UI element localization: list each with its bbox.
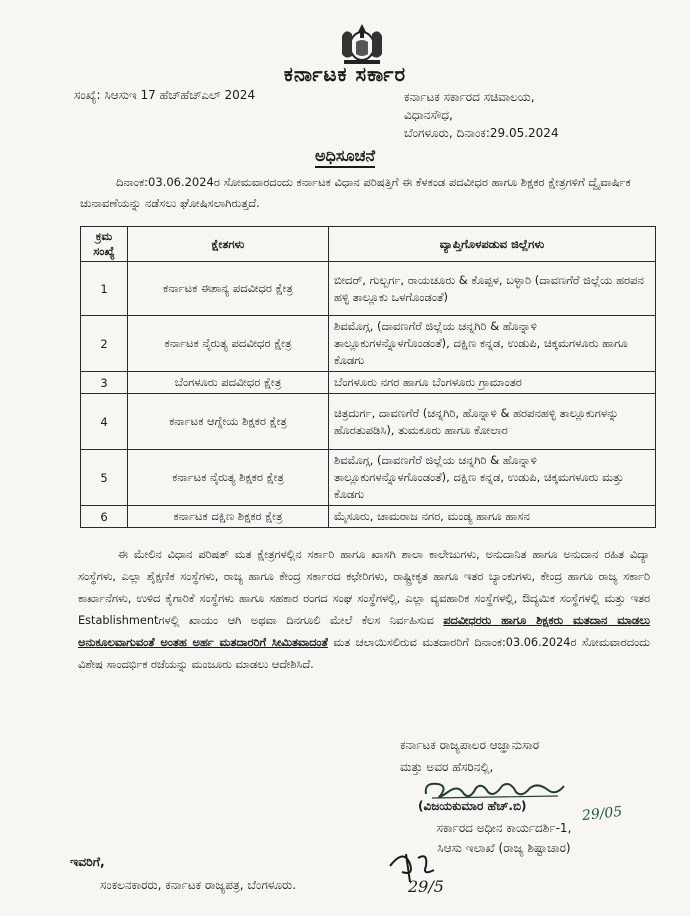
column-header-serial: ಕ್ರಮ ಸಂಖ್ಯೆ: [81, 227, 128, 262]
constituency-cell: ಕರ್ನಾಟಕ ನೈರುತ್ಯ ಶಿಕ್ಷಕರ ಕ್ಷೇತ್ರ: [128, 450, 329, 506]
constituency-cell: ಬೆಂಗಳೂರು ಪದವೀಧರ ಕ್ಷೇತ್ರ: [128, 372, 329, 394]
constituency-cell: ಕರ್ನಾಟಕ ದಕ್ಷಿಣ ಶಿಕ್ಷಕರ ಕ್ಷೇತ್ರ: [128, 506, 329, 528]
reference-number: ಸಂಖ್ಯೆ: ಸಿಆಸುಇ 17 ಹೆಚ್‌ಹೆಚ್‌ಎಲ್ 2024: [74, 88, 256, 102]
table-row: [81, 372, 656, 394]
districts-cell: ಚಿತ್ರದುರ್ಗ, ದಾವಣಗೆರೆ (ಚನ್ನಗಿರಿ, ಹೊನ್ನಾಳಿ & ಹರಪನಹಳ್ಳಿ ತಾಲ್ಲೂಕುಗಳನ್ನು ಹೊರತುಪಡಿಸಿ), ತುಮಕೂರು ಹಾಗೂ ಕೋಲಾರ: [329, 394, 656, 450]
address-line: ವಿಧಾನಸೌಧ,: [404, 108, 453, 122]
office-address: [404, 88, 559, 142]
body-emphasis-underlined: ಪದವೀಧರರು ಹಾಗೂ ಶಿಕ್ಷಕರು ಮತದಾನ ಮಾಡಲು ಅನುಕೂಲವಾಗುವಂತೆ ಅಂತಹ ಅರ್ಹ ಮತದಾರರಿಗೆ ಸೀಮಿತವಾದಂತೆ: [78, 614, 650, 649]
constituency-cell: ಕರ್ನಾಟಕ ಆಗ್ನೇಯ ಶಿಕ್ಷಕರ ಕ್ಷೇತ್ರ: [128, 394, 329, 450]
table-row: [81, 262, 656, 316]
signature-date-note: 29/05: [581, 803, 624, 825]
intro-paragraph: ದಿನಾಂಕ:03.06.2024ರ ಸೋಮವಾರದಂದು ಕರ್ನಾಟಕ ವಿಧಾನ ಪರಿಷತ್ತಿಗೆ ಈ ಕೆಳಕಂಡ ಪದವೀಧರ ಹಾಗೂ ಶಿಕ್ಷಕರ ಕ್ಷೇತ್ರಗಳಿಗೆ ದ್ವೈವಾರ್ಷಿಕ ಚುನಾವಣೆಯನ್ನು ನಡೆಸಲು ಘೋಷಿಸಲಾಗಿರುತ್ತದೆ.: [80, 175, 631, 210]
address-line: ಕರ್ನಾಟಕ ಸರ್ಕಾರದ ಸಚಿವಾಲಯ,: [404, 90, 535, 104]
table-row: [81, 450, 656, 506]
recipient-address: ಸಂಕಲನಕಾರರು, ಕರ್ನಾಟಕ ರಾಜ್ಯಪತ್ರ, ಬೆಂಗಳೂರು.: [100, 878, 297, 892]
government-title: ಕರ್ನಾಟಕ ಸರ್ಕಾರ: [283, 62, 407, 86]
handwritten-initials-icon: [380, 836, 460, 896]
table-row: [81, 394, 656, 450]
districts-cell: ಶಿವಮೊಗ್ಗ, (ದಾವಣಗೆರೆ ಜಿಲ್ಲೆಯ ಚನ್ನಗಿರಿ & ಹೊನ್ನಾಳಿ ತಾಲ್ಲೂಕುಗಳನ್ನೊಳಗೊಂಡಂತೆ), ದಕ್ಷಿಣ ಕನ್ನಡ, ಉಡುಪಿ, ಚಿಕ್ಕಮಗಳೂರು ಮತ್ತು ಕೊಡಗು: [329, 450, 656, 506]
column-header-constituency: ಕ್ಷೇತಗಳು: [128, 227, 329, 262]
serial-cell: 2: [81, 316, 128, 372]
order-line: ಕರ್ನಾಟಕ ರಾಜ್ಯಪಾಲರ ಆಜ್ಞಾನುಸಾರ: [400, 738, 540, 752]
serial-cell: 5: [81, 450, 128, 506]
districts-cell: ಮೈಸೂರು, ಚಾಮರಾಜ ನಗರ, ಮಂಡ್ಯ ಹಾಗೂ ಹಾಸನ: [329, 506, 656, 528]
table-row: [81, 506, 656, 528]
initials-date: 29/5: [408, 877, 444, 896]
signatory-name: (ವಿಜಯಕುಮಾರ ಹೆಚ್.ಬಿ): [418, 799, 527, 813]
governor-order-block: [400, 734, 539, 778]
notification-title: [0, 146, 690, 166]
designation-line: ಸಿಆಸು ಇಲಾಖೆ (ರಾಜ್ಯ ಶಿಷ್ಟಾಚಾರ): [437, 841, 571, 855]
address-date-line: ಬೆಂಗಳೂರು, ದಿನಾಂಕ:29.05.2024: [404, 126, 559, 140]
order-body-paragraph: [78, 544, 650, 676]
serial-cell: 3: [81, 372, 128, 394]
serial-cell: 6: [81, 506, 128, 528]
table-row: [81, 316, 656, 372]
column-header-districts: ವ್ಯಾಪ್ತಿಗೊಳಪಡುವ ಜಿಲ್ಲೆಗಳು: [329, 227, 656, 262]
serial-cell: 1: [81, 262, 128, 316]
body-text-part1: ಈ ಮೇಲಿನ ವಿಧಾನ ಪರಿಷತ್ ಮತ ಕ್ಷೇತ್ರಗಳಲ್ಲಿನ ಸರ್ಕಾರಿ ಹಾಗೂ ಖಾಸಗಿ ಶಾಲಾ ಕಾಲೇಜುಗಳು, ಅನುದಾನಿತ ಹಾಗೂ ಅನುದಾನ ರಹಿತ ವಿದ್ಯಾ ಸಂಸ್ಥೆಗಳು, ಎಲ್ಲಾ ಶೈಕ್ಷಣಿಕ ಸಂಸ್ಥೆಗಳು, ರಾಜ್ಯ ಹಾಗೂ ಕೇಂದ್ರ ಸರ್ಕಾರದ ಕಛೇರಿಗಳು, ರಾಷ್ಟ್ರೀಕೃತ ಹಾಗೂ ಇತರ ಬ್ಯಾಂಕುಗಳು, ಕೇಂದ್ರ ಹಾಗೂ ರಾಜ್ಯ ಸರ್ಕಾರಿ ಕಾರ್ಖಾನೆಗಳು, ಉಳಿದ ಕೈಗಾರಿಕೆ ಸಂಸ್ಥೆಗಳು ಹಾಗೂ ಸಹಕಾರ ರಂಗದ ಸಂಘ ಸಂಸ್ಥೆಗಳಲ್ಲಿ, ಎಲ್ಲಾ ವ್ಯವಹಾರಿಕ ಸಂಸ್ಥೆಗಳಲ್ಲಿ, ಔದ್ಯಮಿಕ ಸಂಸ್ಥೆಗಳಲ್ಲಿ ಮತ್ತು ಇತರ Establishmentಗಳಲ್ಲಿ ಖಾಯಂ ಆಗಿ ಅಥವಾ ದಿನಗೂಲಿ ಮೇಲೆ ಕೆಲಸ ನಿರ್ವಹಿಸುವ: [78, 548, 650, 627]
table-header-row: [81, 227, 656, 262]
districts-cell: ಬೀದರ್, ಗುಲ್ಬರ್ಗ, ರಾಯಚೂರು & ಕೊಪ್ಪಳ, ಬಳ್ಳಾರಿ (ದಾವಣಗೆರೆ ಜಿಲ್ಲೆಯ ಹರಪನ ಹಳ್ಳಿ ತಾಲ್ಲೂಕು ಒಳಗೊಂಡಂತೆ): [329, 262, 656, 316]
karnataka-emblem-icon: [332, 16, 392, 66]
designation-line: ಸರ್ಕಾರದ ಅಧೀನ ಕಾರ್ಯದರ್ಶಿ-1,: [436, 821, 572, 835]
constituency-cell: ಕರ್ನಾಟಕ ನೈರುತ್ಯ ಪದವೀಧರ ಕ್ಷೇತ್ರ: [128, 316, 329, 372]
order-line: ಮತ್ತು ಅವರ ಹೆಸರಿನಲ್ಲಿ,: [400, 760, 494, 774]
districts-cell: ಬೆಂಗಳೂರು ನಗರ ಹಾಗೂ ಬೆಂಗಳೂರು ಗ್ರಾಮಾಂತರ: [329, 372, 656, 394]
notification-title-text: ಅಧಿಸೂಚನೆ: [315, 146, 375, 168]
constituency-table: [80, 226, 656, 528]
serial-cell: 4: [81, 394, 128, 450]
constituency-cell: ಕರ್ನಾಟಕ ಈಶಾನ್ಯ ಪದವೀಧರ ಕ್ಷೇತ್ರ: [128, 262, 329, 316]
body-text-part2: ಮತ ಚಲಾಯಿಸಲಿರುವ ಮತದಾರರಿಗೆ ದಿನಾಂಕ:03.06.2024ರ ಸೋಮವಾರದಂದು ವಿಶೇಷ ಸಾಂದರ್ಭಿಕ ರಜೆಯನ್ನು ಮಂಜೂರು ಮಾಡಲು ಆದೇಶಿಸಿದೆ.: [78, 636, 650, 671]
districts-cell: ಶಿವಮೊಗ್ಗ, (ದಾವಣಗೆರೆ ಜಿಲ್ಲೆಯ ಚನ್ನಗಿರಿ & ಹೊನ್ನಾಳಿ ತಾಲ್ಲೂಕುಗಳನ್ನೊಳಗೊಂಡಂತೆ), ದಕ್ಷಿಣ ಕನ್ನಡ, ಉಡುಪಿ, ಚಿಕ್ಕಮಗಳೂರು ಹಾಗೂ ಕೊಡಗು: [329, 316, 656, 372]
recipient-label: ಇವರಿಗೆ,: [70, 854, 105, 869]
